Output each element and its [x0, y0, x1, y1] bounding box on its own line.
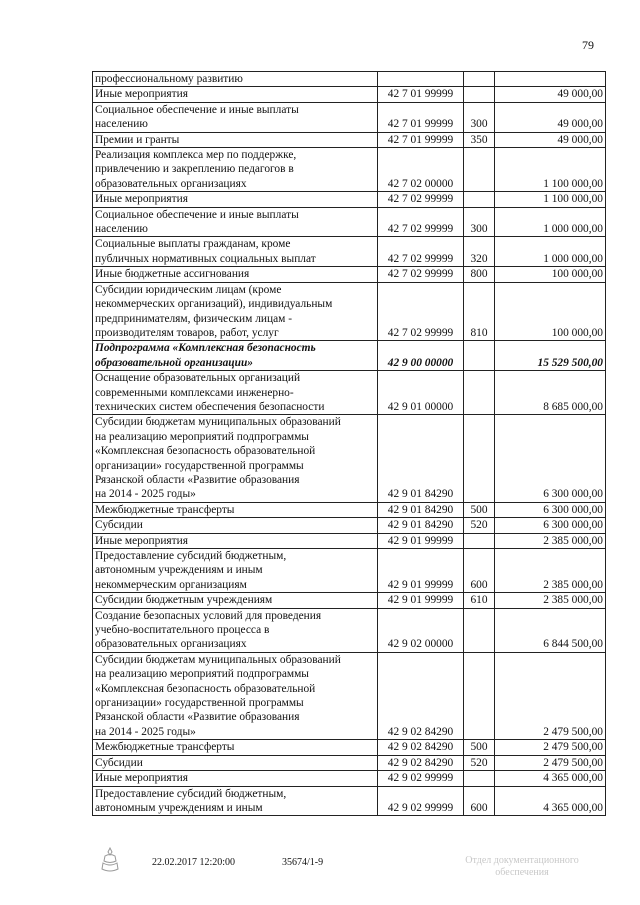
row-code-cell: 42 9 01 84290 — [378, 415, 464, 502]
row-code-cell: 42 9 01 84290 — [378, 502, 464, 517]
table-row — [93, 341, 606, 371]
row-sum-cell: 49 000,00 — [495, 132, 606, 147]
row-sum-cell: 6 844 500,00 — [495, 608, 606, 652]
row-code-cell: 42 9 02 84290 — [378, 652, 464, 739]
row-type-cell — [464, 192, 495, 207]
row-name-cell: Оснащение образовательных организаций современными комплексами инженерно- технических систем обеспечения безопасности — [93, 371, 378, 415]
row-name-cell: Субсидии бюджетным учреждениям — [93, 593, 378, 608]
row-sum-cell: 2 479 500,00 — [495, 755, 606, 770]
row-sum-cell: 8 685 000,00 — [495, 371, 606, 415]
row-name-cell: Субсидии юридическим лицам (кроме некоммерческих организаций), индивидуальным предпринимателям, физическим лицам - производителям товаров, работ, услуг — [93, 282, 378, 341]
row-code-cell: 42 7 02 99999 — [378, 267, 464, 282]
row-type-cell: 520 — [464, 518, 495, 533]
row-name-cell: Межбюджетные трансферты — [93, 740, 378, 755]
table-row — [93, 237, 606, 267]
row-code-cell: 42 7 02 99999 — [378, 282, 464, 341]
table-row — [93, 755, 606, 770]
row-name-cell: Иные бюджетные ассигнования — [93, 267, 378, 282]
row-code-cell: 42 9 01 99999 — [378, 549, 464, 593]
row-name-cell: Субсидии бюджетам муниципальных образований на реализацию мероприятий подпрограммы «Комплексная безопасность образовательной организации» государственной программы Рязанской области «Развитие образования на 2014 - 2025 годы» — [93, 415, 378, 502]
row-type-cell — [464, 608, 495, 652]
table-row — [93, 148, 606, 192]
row-type-cell: 320 — [464, 237, 495, 267]
table-row — [93, 652, 606, 739]
row-type-cell — [464, 771, 495, 786]
table-row — [93, 786, 606, 816]
row-code-cell: 42 7 02 99999 — [378, 237, 464, 267]
table-row — [93, 192, 606, 207]
row-name-cell: Субсидии бюджетам муниципальных образований на реализацию мероприятий подпрограммы «Комплексная безопасность образовательной организации» государственной программы Рязанской области «Развитие образования на 2014 - 2025 годы» — [93, 652, 378, 739]
table-row — [93, 740, 606, 755]
row-sum-cell: 2 385 000,00 — [495, 593, 606, 608]
row-name-cell: Реализация комплекса мер по поддержке, привлечению и закреплению педагогов в образовательных организациях — [93, 148, 378, 192]
page-footer — [0, 853, 640, 893]
row-name-cell: Социальные выплаты гражданам, кроме публичных нормативных социальных выплат — [93, 237, 378, 267]
row-sum-cell: 2 385 000,00 — [495, 533, 606, 548]
row-name-cell: Иные мероприятия — [93, 533, 378, 548]
table-row — [93, 593, 606, 608]
row-sum-cell: 1 000 000,00 — [495, 207, 606, 237]
row-name-cell: профессиональному развитию — [93, 72, 378, 87]
row-name-cell: Социальное обеспечение и иные выплаты населению — [93, 207, 378, 237]
table-row — [93, 549, 606, 593]
budget-table — [92, 71, 606, 816]
footer-date: 22.02.2017 12:20:00 — [152, 857, 236, 868]
footer-watermark: Отдел документационного обеспечения — [465, 855, 579, 878]
row-type-cell: 800 — [464, 267, 495, 282]
table-row — [93, 608, 606, 652]
row-code-cell: 42 9 02 84290 — [378, 740, 464, 755]
row-sum-cell: 6 300 000,00 — [495, 415, 606, 502]
row-sum-cell: 4 365 000,00 — [495, 786, 606, 816]
page-number: 79 — [582, 38, 594, 52]
row-sum-cell: 15 529 500,00 — [495, 341, 606, 371]
table-row — [93, 132, 606, 147]
row-code-cell: 42 9 02 99999 — [378, 786, 464, 816]
table-row — [93, 87, 606, 102]
table-row — [93, 371, 606, 415]
row-sum-cell: 4 365 000,00 — [495, 771, 606, 786]
table-row — [93, 533, 606, 548]
row-type-cell — [464, 533, 495, 548]
table-row — [93, 518, 606, 533]
row-type-cell: 300 — [464, 102, 495, 132]
row-code-cell: 42 9 01 84290 — [378, 518, 464, 533]
row-code-cell: 42 9 01 00000 — [378, 371, 464, 415]
row-name-cell: Подпрограмма «Комплексная безопасность образовательной организации» — [93, 341, 378, 371]
row-type-cell: 810 — [464, 282, 495, 341]
row-name-cell: Создание безопасных условий для проведения учебно-воспитательного процесса в образовательных организациях — [93, 608, 378, 652]
row-type-cell: 500 — [464, 740, 495, 755]
row-name-cell: Социальное обеспечение и иные выплаты населению — [93, 102, 378, 132]
row-type-cell — [464, 148, 495, 192]
row-code-cell: 42 9 00 00000 — [378, 341, 464, 371]
stamp-icon — [100, 847, 120, 876]
row-type-cell — [464, 341, 495, 371]
table-row — [93, 72, 606, 87]
row-sum-cell: 1 100 000,00 — [495, 192, 606, 207]
row-code-cell: 42 9 01 99999 — [378, 533, 464, 548]
row-name-cell: Субсидии — [93, 518, 378, 533]
table-row — [93, 415, 606, 502]
table-row — [93, 102, 606, 132]
row-sum-cell: 2 479 500,00 — [495, 652, 606, 739]
row-sum-cell: 6 300 000,00 — [495, 502, 606, 517]
row-type-cell: 300 — [464, 207, 495, 237]
row-code-cell: 42 7 01 99999 — [378, 87, 464, 102]
table-row — [93, 771, 606, 786]
budget-table-body — [93, 72, 606, 816]
row-type-cell: 500 — [464, 502, 495, 517]
row-sum-cell: 49 000,00 — [495, 87, 606, 102]
row-type-cell — [464, 87, 495, 102]
row-sum-cell: 2 479 500,00 — [495, 740, 606, 755]
table-row — [93, 207, 606, 237]
row-code-cell: 42 9 02 99999 — [378, 771, 464, 786]
table-row — [93, 267, 606, 282]
row-type-cell — [464, 652, 495, 739]
row-code-cell: 42 7 02 00000 — [378, 148, 464, 192]
row-code-cell: 42 7 02 99999 — [378, 192, 464, 207]
footer-doc-id: 35674/1-9 — [282, 857, 324, 868]
row-name-cell: Иные мероприятия — [93, 771, 378, 786]
row-sum-cell: 100 000,00 — [495, 267, 606, 282]
row-name-cell: Иные мероприятия — [93, 87, 378, 102]
row-sum-cell: 6 300 000,00 — [495, 518, 606, 533]
table-row — [93, 282, 606, 341]
row-code-cell: 42 9 02 84290 — [378, 755, 464, 770]
row-name-cell: Предоставление субсидий бюджетным, автономным учреждениям и иным некоммерческим организациям — [93, 549, 378, 593]
row-name-cell: Предоставление субсидий бюджетным, автономным учреждениям и иным — [93, 786, 378, 816]
row-sum-cell: 2 385 000,00 — [495, 549, 606, 593]
row-type-cell: 600 — [464, 786, 495, 816]
row-code-cell: 42 7 01 99999 — [378, 102, 464, 132]
row-name-cell: Премии и гранты — [93, 132, 378, 147]
row-type-cell: 600 — [464, 549, 495, 593]
row-sum-cell: 1 000 000,00 — [495, 237, 606, 267]
row-sum-cell: 100 000,00 — [495, 282, 606, 341]
row-code-cell: 42 7 02 99999 — [378, 207, 464, 237]
row-name-cell: Субсидии — [93, 755, 378, 770]
row-type-cell: 350 — [464, 132, 495, 147]
row-code-cell: 42 9 02 00000 — [378, 608, 464, 652]
row-sum-cell: 1 100 000,00 — [495, 148, 606, 192]
row-sum-cell: 49 000,00 — [495, 102, 606, 132]
row-type-cell — [464, 415, 495, 502]
row-type-cell — [464, 72, 495, 87]
row-type-cell: 520 — [464, 755, 495, 770]
row-name-cell: Иные мероприятия — [93, 192, 378, 207]
row-code-cell — [378, 72, 464, 87]
row-name-cell: Межбюджетные трансферты — [93, 502, 378, 517]
table-row — [93, 502, 606, 517]
row-code-cell: 42 9 01 99999 — [378, 593, 464, 608]
row-sum-cell — [495, 72, 606, 87]
row-type-cell — [464, 371, 495, 415]
row-type-cell: 610 — [464, 593, 495, 608]
row-code-cell: 42 7 01 99999 — [378, 132, 464, 147]
